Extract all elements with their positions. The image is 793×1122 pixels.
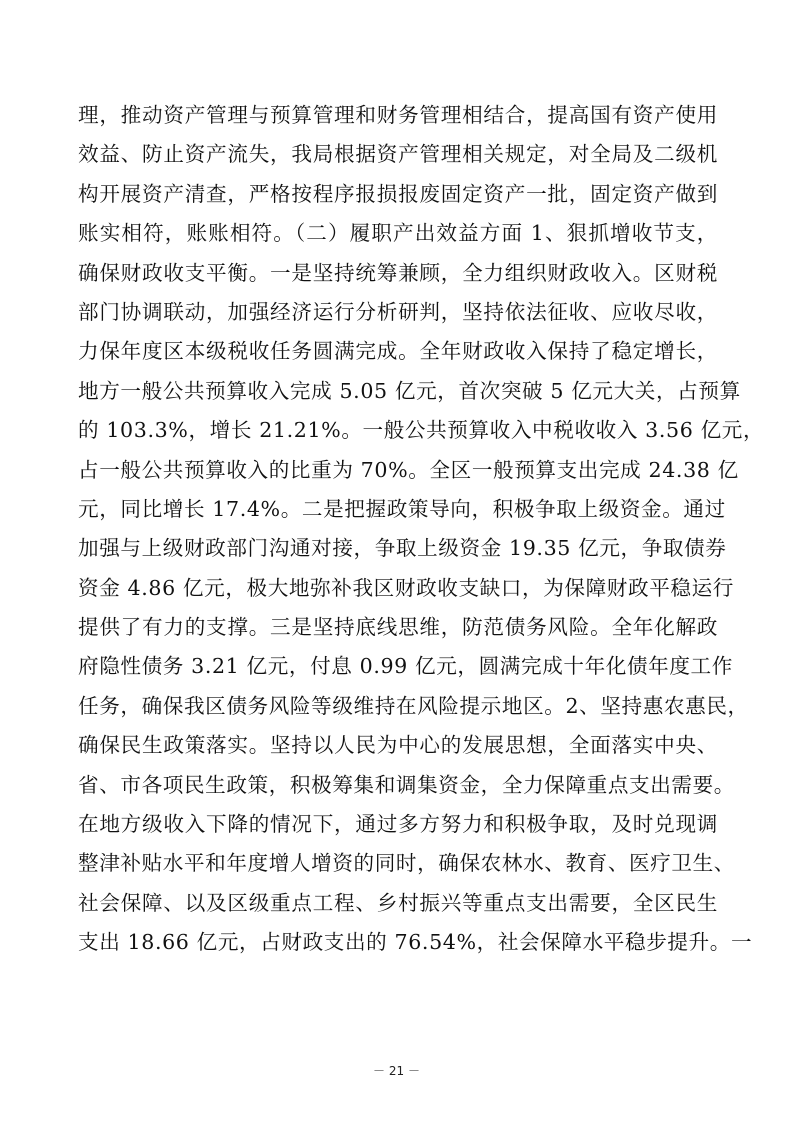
text-line: 府隐性债务 3.21 亿元，付息 0.99 亿元，圆满完成十年化债年度工作 [78,654,733,679]
text-line: 整津补贴水平和年度增人增资的同时，确保农林水、教育、医疗卫生、 [78,851,736,876]
text-line: 效益、防止资产流失，我局根据资产管理相关规定，对全局及二级机 [78,142,718,167]
body-text [78,96,765,963]
text-line: 提供了有力的支撑。三是坚持底线思维，防范债务风险。全年化解政 [78,615,718,640]
text-line: 地方一般公共预算收入完成 5.05 亿元，首次突破 5 亿元大关，占预算 [78,378,741,403]
text-line: 力保年度区本级税收任务圆满完成。全年财政收入保持了稳定增长， [78,339,718,364]
page-number: － 21 － [373,1064,420,1078]
text-line: 确保财政收支平衡。一是坚持统筹兼顾，全力组织财政收入。区财税 [78,260,718,285]
text-line: 理，推动资产管理与预算管理和财务管理相结合，提高国有资产使用 [78,103,718,127]
text-line: 资金 4.86 亿元，极大地弥补我区财政收支缺口，为保障财政平稳运行 [78,575,734,600]
text-line: 的 103.3%，增长 21.21%。一般公共预算收入中税收收入 3.56 亿元， [78,418,765,443]
text-line: 元，同比增长 17.4%。二是把握政策导向，积极争取上级资金。通过 [78,496,726,521]
text-line: 省、市各项民生政策，积极筹集和调集资金，全力保障重点支出需要。 [78,772,736,797]
text-line: 支出 18.66 亿元，占财政支出的 76.54%，社会保障水平稳步提升。一 [78,930,753,955]
text-line: 构开展资产清查，严格按程序报损报废固定资产一批，固定资产做到 [78,181,718,206]
text-line: 加强与上级财政部门沟通对接，争取上级资金 19.35 亿元，争取债券 [78,536,727,561]
text-line: 在地方级收入下降的情况下，通过多方努力和积极争取，及时兑现调 [78,812,718,837]
text-line: 占一般公共预算收入的比重为 70%。全区一般预算支出完成 24.38 亿 [78,457,739,482]
text-line: 社会保障、以及区级重点工程、乡村振兴等重点支出需要，全区民生 [78,890,718,915]
text-line: 账实相符，账账相符。（二）履职产出效益方面 1、狠抓增收节支， [78,221,718,246]
text-line: 确保民生政策落实。坚持以人民为中心的发展思想，全面落实中央、 [78,733,718,758]
text-line: 任务，确保我区债务风险等级维持在风险提示地区。2、坚持惠农惠民， [78,693,749,718]
text-line: 部门协调联动，加强经济运行分析研判，坚持依法征收、应收尽收， [78,299,718,324]
